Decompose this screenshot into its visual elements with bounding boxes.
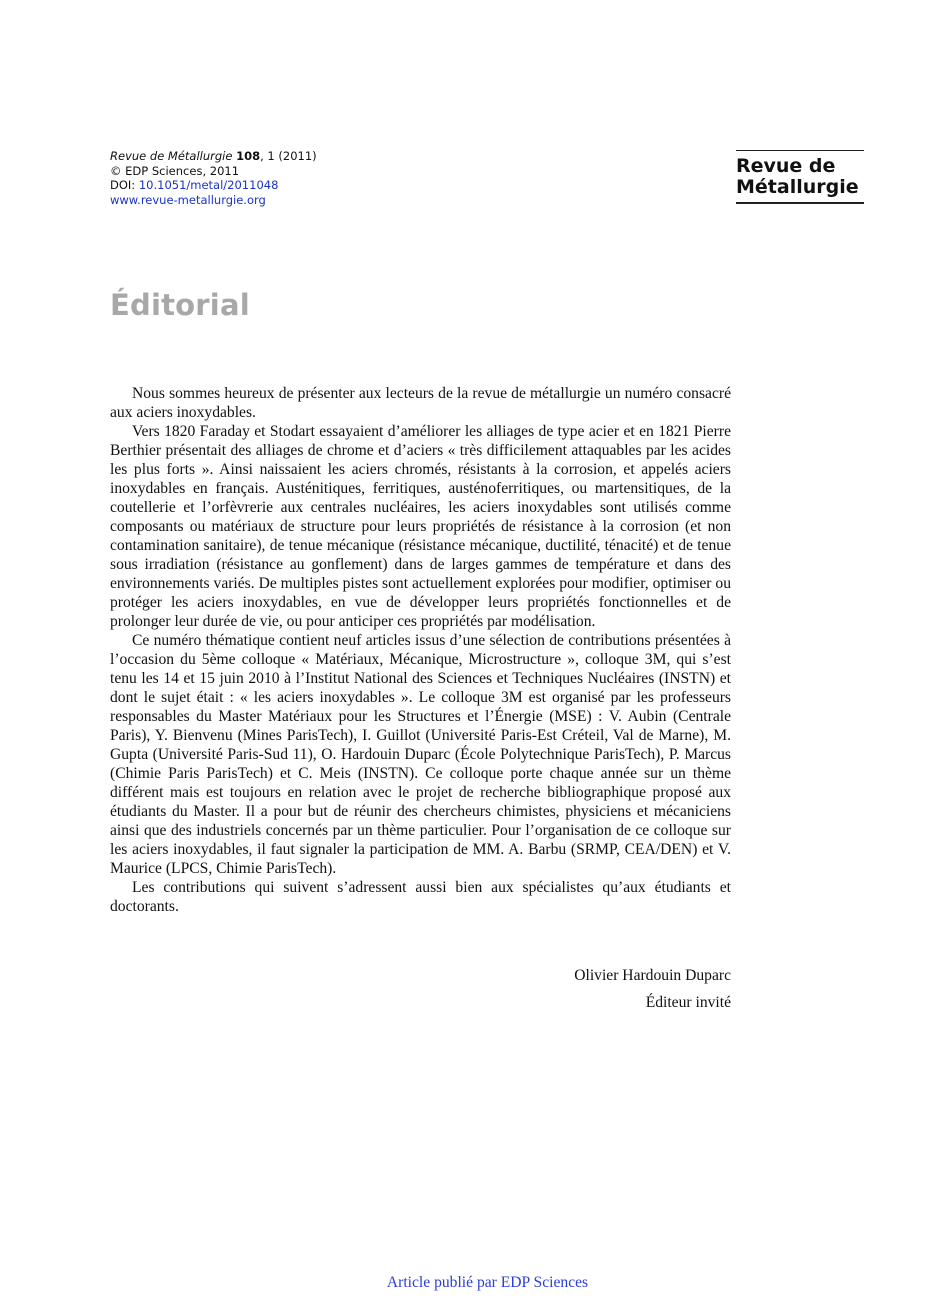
article-metadata: [110, 149, 317, 207]
editorial-body: [110, 384, 731, 916]
paragraph-colloquium: Ce numéro thématique contient neuf articles issus d’une sélection de contributions présentées à l’occasion du 5ème colloque « Matériaux, Mécanique, Microstructure », colloque 3M, qui s’est tenu les 14 et 15 juin 2010 à l’Institut National des Sciences et Techniques Nucléaires (INSTN) et dont le sujet était : « les aciers inoxydables ». Le colloque 3M est organisé par les professeurs responsables du Master Matériaux pour les Structures et l’Énergie (MSE) : V. Aubin (Centrale Paris), Y. Bienvenu (Mines ParisTech), I. Guillot (Université Paris-Est Créteil, Val de Marne), M. Gupta (Université Paris-Sud 11), O. Hardouin Duparc (École Polytechnique ParisTech), P. Marcus (Chimie Paris ParisTech) et C. Meis (INSTN). Ce colloque porte chaque année sur un thème différent mais est toujours en relation avec le projet de recherche bibliographique proposé aux étudiants du Master. Il a pour but de réunir des chercheurs chimistes, physiciens et mécaniciens ainsi que des industriels concernés par un thème particulier. Pour l’organisation de ce colloque sur les aciers inoxydables, il faut signaler la participation de MM. A. Barbu (SRMP, CEA/DEN) et V. Maurice (LPCS, Chimie ParisTech).: [110, 632, 731, 877]
citation-line: [110, 149, 317, 164]
issue-pages: , 1 (2011): [260, 149, 317, 163]
publisher-footer-link[interactable]: Article publié par EDP Sciences: [386, 1274, 589, 1291]
signature-role: Éditeur invité: [645, 994, 731, 1011]
journal-url-link[interactable]: www.revue-metallurgie.org: [110, 192, 266, 207]
doi-link[interactable]: 10.1051/metal/2011048: [138, 178, 279, 192]
journal-name: Revue de Métallurgie: [110, 149, 233, 163]
copyright-line: © EDP Sciences, 2011: [110, 163, 240, 178]
paragraph-history: Vers 1820 Faraday et Stodart essayaient d’améliorer les alliages de type acier et en 1821 Pierre Berthier présentait des alliages de chrome et d’aciers « très difficilement attaquables par les acides les plus forts ». Ainsi naissaient les aciers chromés, résistants à la corrosion, et appelés aciers inoxydables en français. Austénitiques, ferritiques, austénoferritiques, ou martensitiques, de la coutellerie et l’orfèvrerie aux centrales nucléaires, les aciers inoxydables sont utilisés comme composants ou matériaux de structure pour leurs propriétés de résistance à la corrosion (et non contamination sanitaire), de tenue mécanique (résistance mécanique, ductilité, ténacité) et de tenue sous irradiation (résistance au gonflement) dans de larges gammes de température et dans des environnements variés. De multiples pistes sont actuellement explorées pour modifier, optimiser ou protéger les aciers inoxydables, en vue de développer leurs propriétés fonctionnelles et de prolonger leur durée de vie, ou pour anticiper ces propriétés par modélisation.: [110, 423, 731, 630]
doi-label: DOI:: [110, 178, 139, 192]
journal-url-line: [110, 193, 317, 208]
volume-number: 108: [236, 149, 261, 163]
journal-logo-line-2: Métallurgie: [736, 176, 859, 198]
journal-logo: [736, 150, 864, 204]
paragraph-closing: Les contributions qui suivent s’adressent aussi bien aux spécialistes qu’aux étudiants et doctorants.: [110, 879, 731, 915]
paragraph-intro: Nous sommes heureux de présenter aux lecteurs de la revue de métallurgie un numéro consacré aux aciers inoxydables.: [110, 385, 731, 421]
section-title: Éditorial: [110, 288, 250, 322]
signature-name: Olivier Hardouin Duparc: [574, 967, 731, 984]
journal-logo-line-1: Revue de: [736, 155, 836, 177]
doi-line: [110, 178, 317, 193]
